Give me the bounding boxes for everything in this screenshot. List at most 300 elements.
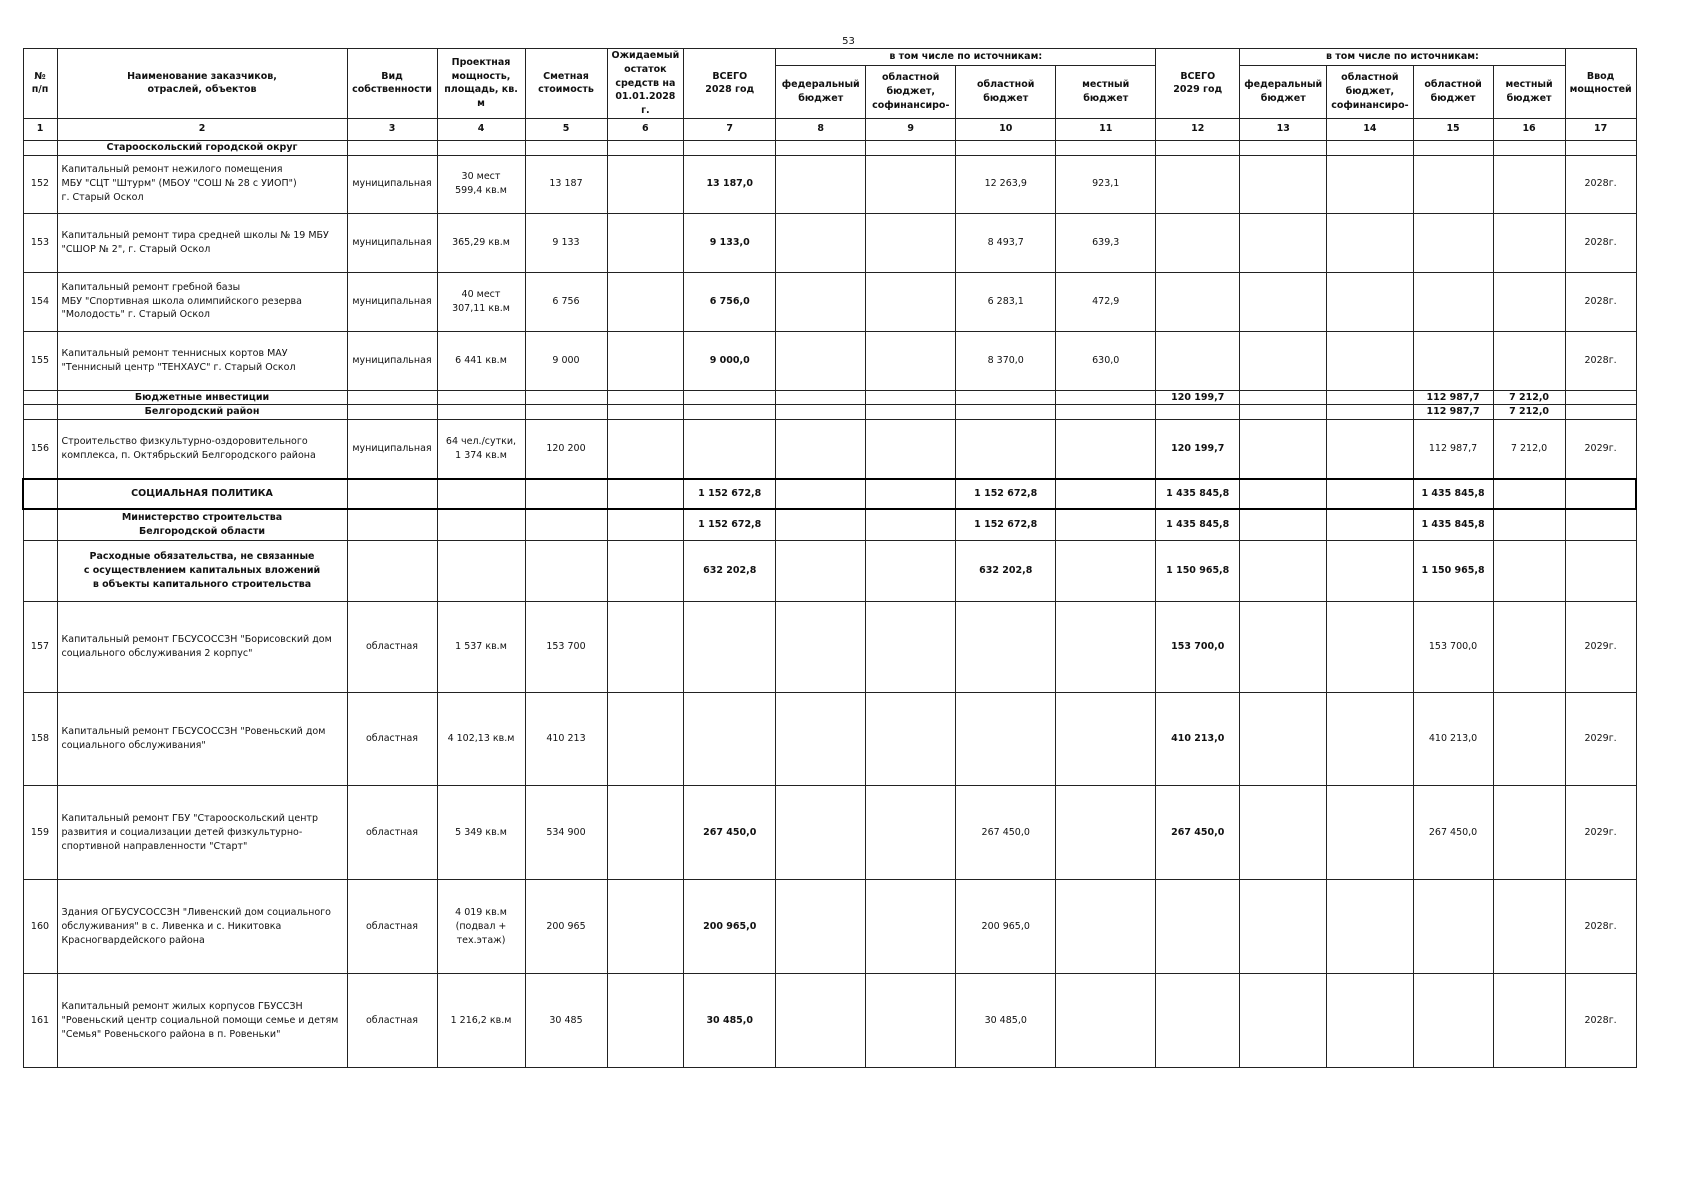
header-capacity: Проектная мощность, площадь, кв. м [437,49,525,119]
header-local-2028: местный бюджет [1056,66,1156,119]
regional-2028: 267 450,0 [956,786,1056,880]
item-number: 157 [23,602,57,693]
regional-2028: 30 485,0 [956,974,1056,1068]
local-2029 [1493,880,1565,974]
local-2029: 7 212,0 [1493,390,1565,405]
local-2028 [1056,786,1156,880]
local-2029 [1493,602,1565,693]
regional-2029: 112 987,7 [1413,420,1493,479]
page-number: 53 [842,36,855,47]
empty-cell [1493,509,1565,541]
empty-cell [347,479,437,509]
total-2028 [684,390,776,405]
design-capacity: 4 102,13 кв.м [437,693,525,786]
regional-2028: 8 370,0 [956,331,1056,390]
header-total-2028: ВСЕГО 2028 год [684,49,776,119]
estimated-cost: 410 213 [525,693,607,786]
empty-cell [525,479,607,509]
total-2029 [1156,213,1240,272]
regional-2028 [956,693,1056,786]
empty-cell [1327,509,1413,541]
item-number: 156 [23,420,57,479]
design-capacity: 5 349 кв.м [437,786,525,880]
item-number: 159 [23,786,57,880]
empty-cell [1056,541,1156,602]
item-number: 161 [23,974,57,1068]
expected-remainder [607,602,684,693]
empty-cell [866,509,956,541]
header-federal-2028: федеральный бюджет [776,66,866,119]
header-regional-2028: областной бюджет [956,66,1056,119]
column-number-row [23,118,1636,140]
regional-2028 [956,405,1056,420]
object-name: Капитальный ремонт гребной базы МБУ "Спортивная школа олимпийского резерва "Молодость" г. Старый Оскол [57,272,347,331]
regional-2028: 1 152 672,8 [956,509,1056,541]
column-number: 9 [866,118,956,140]
regional-2029: 267 450,0 [1413,786,1493,880]
num-cell [23,390,57,405]
column-number: 2 [57,118,347,140]
federal-2028 [776,155,866,213]
empty-cell [525,405,607,420]
empty-cell [776,140,866,155]
item-row [23,880,1636,974]
subtotal-name: Белгородский район [57,405,347,420]
regional-cofin-2029 [1327,213,1413,272]
column-number: 16 [1493,118,1565,140]
empty-cell [607,509,684,541]
regional-cofin-2028 [866,880,956,974]
column-number: 13 [1240,118,1327,140]
regional-2029: 410 213,0 [1413,693,1493,786]
federal-2028 [776,213,866,272]
object-name: Капитальный ремонт ГБСУСОССЗН "Борисовский дом социального обслуживания 2 корпус" [57,602,347,693]
ownership-type: областная [347,880,437,974]
empty-cell [1056,509,1156,541]
header-ownership: Вид собственности [347,49,437,119]
empty-cell [437,140,525,155]
summary-name: Расходные обязательства, не связанные с осуществлением капитальных вложений в объекты капитального строительства [57,541,347,602]
local-2029 [1493,693,1565,786]
ownership-type: областная [347,974,437,1068]
total-2029: 120 199,7 [1156,390,1240,405]
local-2029 [1493,974,1565,1068]
summary-row [23,541,1636,602]
item-row [23,155,1636,213]
federal-2028 [776,880,866,974]
total-2029: 267 450,0 [1156,786,1240,880]
empty-cell [866,140,956,155]
empty-cell [776,541,866,602]
local-2028: 630,0 [1056,331,1156,390]
summary-row [23,509,1636,541]
design-capacity: 1 216,2 кв.м [437,974,525,1068]
expected-remainder [607,420,684,479]
column-number: 12 [1156,118,1240,140]
column-number: 1 [23,118,57,140]
local-2028 [1056,974,1156,1068]
regional-2029 [1413,331,1493,390]
design-capacity: 4 019 кв.м (подвал + тех.этаж) [437,880,525,974]
federal-2029 [1240,693,1327,786]
column-number: 17 [1565,118,1636,140]
summary-name: СОЦИАЛЬНАЯ ПОЛИТИКА [57,479,347,509]
empty-cell [1327,140,1413,155]
empty-cell [607,479,684,509]
total-2028: 1 152 672,8 [684,509,776,541]
empty-cell [1240,509,1327,541]
empty-cell [347,541,437,602]
total-2029: 120 199,7 [1156,420,1240,479]
item-row [23,420,1636,479]
header-name: Наименование заказчиков, отраслей, объектов [57,49,347,119]
empty-cell [776,479,866,509]
regional-cofin-2028 [866,602,956,693]
design-capacity: 365,29 кв.м [437,213,525,272]
local-2029 [1493,272,1565,331]
empty-cell [866,479,956,509]
empty-cell [347,140,437,155]
regional-cofin-2028 [866,331,956,390]
design-capacity: 6 441 кв.м [437,331,525,390]
column-number: 4 [437,118,525,140]
empty-cell [776,390,866,405]
design-capacity: 40 мест 307,11 кв.м [437,272,525,331]
local-2029: 7 212,0 [1493,420,1565,479]
local-2029 [1493,155,1565,213]
federal-2029 [1240,602,1327,693]
federal-2029 [1240,155,1327,213]
commissioning-year: 2029г. [1565,786,1636,880]
regional-2028: 8 493,7 [956,213,1056,272]
regional-cofin-2029 [1327,974,1413,1068]
local-2029 [1493,786,1565,880]
regional-2028: 1 152 672,8 [956,479,1056,509]
local-2029 [1493,331,1565,390]
regional-cofin-2028 [866,974,956,1068]
estimated-cost: 120 200 [525,420,607,479]
regional-2029 [1413,272,1493,331]
empty-cell [1565,541,1636,602]
local-2028 [1056,405,1156,420]
item-row [23,213,1636,272]
ownership-type: областная [347,602,437,693]
item-row [23,331,1636,390]
column-number: 15 [1413,118,1493,140]
regional-2029 [1413,213,1493,272]
column-number: 8 [776,118,866,140]
empty-cell [607,405,684,420]
regional-cofin-2029 [1327,786,1413,880]
empty-cell [437,541,525,602]
empty-cell [347,509,437,541]
empty-cell [607,390,684,405]
federal-2028 [776,602,866,693]
federal-2029 [1240,880,1327,974]
regional-2028: 200 965,0 [956,880,1056,974]
commissioning-year: 2028г. [1565,331,1636,390]
expected-remainder [607,974,684,1068]
object-name: Здания ОГБУСУСОССЗН "Ливенский дом социального обслуживания" в с. Ливенка и с. Никитовка Красногвардейского района [57,880,347,974]
expected-remainder [607,331,684,390]
local-2028 [1056,602,1156,693]
empty-cell [1565,140,1636,155]
total-2028: 6 756,0 [684,272,776,331]
regional-2028: 6 283,1 [956,272,1056,331]
empty-cell [347,390,437,405]
item-row [23,786,1636,880]
header-remainder: Ожидаемый остаток средств на 01.01.2028 г. [607,49,684,119]
empty-cell [437,405,525,420]
subtotal-row [23,405,1636,420]
header-local-2029: местный бюджет [1493,66,1565,119]
design-capacity: 1 537 кв.м [437,602,525,693]
num-cell [23,405,57,420]
regional-2029: 153 700,0 [1413,602,1493,693]
total-2029: 1 150 965,8 [1156,541,1240,602]
regional-2029 [1413,880,1493,974]
ownership-type: муниципальная [347,331,437,390]
column-number: 7 [684,118,776,140]
empty-cell [525,541,607,602]
regional-2028: 12 263,9 [956,155,1056,213]
num-cell [23,479,57,509]
object-name: Капитальный ремонт теннисных кортов МАУ "Теннисный центр "ТЕНХАУС" г. Старый Оскол [57,331,347,390]
item-number: 152 [23,155,57,213]
empty-cell [607,140,684,155]
investment-program-table [22,48,1637,1068]
regional-2029: 112 987,7 [1413,390,1493,405]
empty-cell [1327,541,1413,602]
regional-cofin-2029 [1327,272,1413,331]
num-cell [23,509,57,541]
regional-cofin-2028 [866,693,956,786]
total-2029 [1156,880,1240,974]
regional-cofin-2029 [1327,693,1413,786]
empty-cell [437,390,525,405]
ownership-type: муниципальная [347,272,437,331]
empty-cell [1240,390,1327,405]
column-number: 10 [956,118,1056,140]
item-number: 158 [23,693,57,786]
total-2029: 410 213,0 [1156,693,1240,786]
ownership-type: муниципальная [347,213,437,272]
header-sources-2029: в том числе по источникам: [1240,49,1565,66]
regional-2029: 112 987,7 [1413,405,1493,420]
regional-2029 [1413,974,1493,1068]
total-2028: 30 485,0 [684,974,776,1068]
empty-cell [866,390,956,405]
total-2028: 9 000,0 [684,331,776,390]
object-name: Капитальный ремонт жилых корпусов ГБУССЗН "Ровеньский центр социальной помощи семье и детям "Семья" Ровеньского района в п. Ровеньки" [57,974,347,1068]
local-2028 [1056,390,1156,405]
section-row [23,140,1636,155]
empty-cell [1327,405,1413,420]
commissioning-year: 2028г. [1565,974,1636,1068]
ownership-type: областная [347,693,437,786]
item-row [23,602,1636,693]
object-name: Капитальный ремонт ГБУ "Старооскольский центр развития и социализации детей физкультурно- спортивной направленности "Старт" [57,786,347,880]
federal-2028 [776,272,866,331]
federal-2028 [776,331,866,390]
expected-remainder [607,786,684,880]
empty-cell [1240,405,1327,420]
empty-cell [347,405,437,420]
local-2029: 7 212,0 [1493,405,1565,420]
header-regional-cofin-2028: областной бюджет, софинансиро- [866,66,956,119]
commissioning-year: 2029г. [1565,420,1636,479]
design-capacity: 30 мест 599,4 кв.м [437,155,525,213]
regional-cofin-2028 [866,213,956,272]
header-estimate: Сметная стоимость [525,49,607,119]
subtotal-row [23,390,1636,405]
column-number: 14 [1327,118,1413,140]
total-2028 [684,405,776,420]
empty-cell [1565,405,1636,420]
total-2029 [1156,155,1240,213]
federal-2029 [1240,331,1327,390]
estimated-cost: 13 187 [525,155,607,213]
empty-cell [1327,390,1413,405]
commissioning-year: 2028г. [1565,272,1636,331]
empty-cell [1240,140,1327,155]
empty-cell [866,541,956,602]
ownership-type: муниципальная [347,420,437,479]
total-2028 [684,693,776,786]
total-2028 [684,420,776,479]
item-row [23,693,1636,786]
empty-cell [1565,509,1636,541]
commissioning-year: 2029г. [1565,602,1636,693]
empty-cell [1493,140,1565,155]
column-number: 6 [607,118,684,140]
regional-2029: 1 150 965,8 [1413,541,1493,602]
regional-2028 [956,390,1056,405]
num-cell [23,140,57,155]
regional-2028: 632 202,8 [956,541,1056,602]
local-2028: 639,3 [1056,213,1156,272]
item-number: 155 [23,331,57,390]
total-2028: 13 187,0 [684,155,776,213]
subtotal-name: Бюджетные инвестиции [57,390,347,405]
header-regional-cofin-2029: областной бюджет, софинансиро- [1327,66,1413,119]
header-total-2029: ВСЕГО 2029 год [1156,49,1240,119]
expected-remainder [607,272,684,331]
total-2028: 632 202,8 [684,541,776,602]
object-name: Капитальный ремонт ГБСУСОССЗН "Ровеньский дом социального обслуживания" [57,693,347,786]
estimated-cost: 30 485 [525,974,607,1068]
regional-cofin-2028 [866,786,956,880]
empty-cell [1240,479,1327,509]
column-number: 5 [525,118,607,140]
local-2028 [1056,880,1156,974]
regional-2029 [1413,155,1493,213]
total-2029 [1156,974,1240,1068]
regional-2028 [956,602,1056,693]
federal-2029 [1240,272,1327,331]
empty-cell [1327,479,1413,509]
commissioning-year: 2028г. [1565,880,1636,974]
empty-cell [866,405,956,420]
total-2029: 153 700,0 [1156,602,1240,693]
summary-name: Министерство строительства Белгородской области [57,509,347,541]
local-2028: 472,9 [1056,272,1156,331]
empty-cell [607,541,684,602]
num-cell [23,541,57,602]
empty-cell [1056,140,1156,155]
estimated-cost: 153 700 [525,602,607,693]
empty-cell [776,509,866,541]
empty-cell [1240,541,1327,602]
object-name: Строительство физкультурно-оздоровительного комплекса, п. Октябрьский Белгородского района [57,420,347,479]
object-name: Капитальный ремонт нежилого помещения МБУ "СЦТ "Штурм" (МБОУ "СОШ № 28 с УИОП") г. Старый Оскол [57,155,347,213]
empty-cell [437,479,525,509]
empty-cell [956,140,1056,155]
total-2028 [684,602,776,693]
federal-2029 [1240,213,1327,272]
estimated-cost: 9 133 [525,213,607,272]
header-commissioning: Ввод мощностей [1565,49,1636,119]
item-row [23,272,1636,331]
regional-cofin-2029 [1327,420,1413,479]
regional-cofin-2028 [866,155,956,213]
regional-2028 [956,420,1056,479]
empty-cell [776,405,866,420]
item-row [23,974,1636,1068]
local-2029 [1493,213,1565,272]
total-2029: 1 435 845,8 [1156,479,1240,509]
federal-2028 [776,420,866,479]
empty-cell [1565,390,1636,405]
local-2028 [1056,693,1156,786]
regional-cofin-2029 [1327,331,1413,390]
estimated-cost: 534 900 [525,786,607,880]
item-number: 153 [23,213,57,272]
regional-cofin-2029 [1327,155,1413,213]
federal-2029 [1240,420,1327,479]
ownership-type: областная [347,786,437,880]
total-2028: 9 133,0 [684,213,776,272]
section-title: Старооскольский городской округ [57,140,347,155]
empty-cell [1413,140,1493,155]
expected-remainder [607,693,684,786]
empty-cell [1056,479,1156,509]
item-number: 160 [23,880,57,974]
local-2028 [1056,420,1156,479]
total-2029 [1156,331,1240,390]
federal-2029 [1240,974,1327,1068]
empty-cell [437,509,525,541]
federal-2028 [776,974,866,1068]
federal-2028 [776,693,866,786]
commissioning-year: 2028г. [1565,213,1636,272]
header-federal-2029: федеральный бюджет [1240,66,1327,119]
empty-cell [525,140,607,155]
commissioning-year: 2029г. [1565,693,1636,786]
total-2028: 267 450,0 [684,786,776,880]
header-regional-2029: областной бюджет [1413,66,1493,119]
regional-cofin-2028 [866,420,956,479]
total-2028: 1 152 672,8 [684,479,776,509]
design-capacity: 64 чел./сутки, 1 374 кв.м [437,420,525,479]
object-name: Капитальный ремонт тира средней школы № 19 МБУ "СШОР № 2", г. Старый Оскол [57,213,347,272]
regional-cofin-2029 [1327,602,1413,693]
total-2029 [1156,272,1240,331]
commissioning-year: 2028г. [1565,155,1636,213]
estimated-cost: 200 965 [525,880,607,974]
total-2029: 1 435 845,8 [1156,509,1240,541]
empty-cell [684,140,776,155]
